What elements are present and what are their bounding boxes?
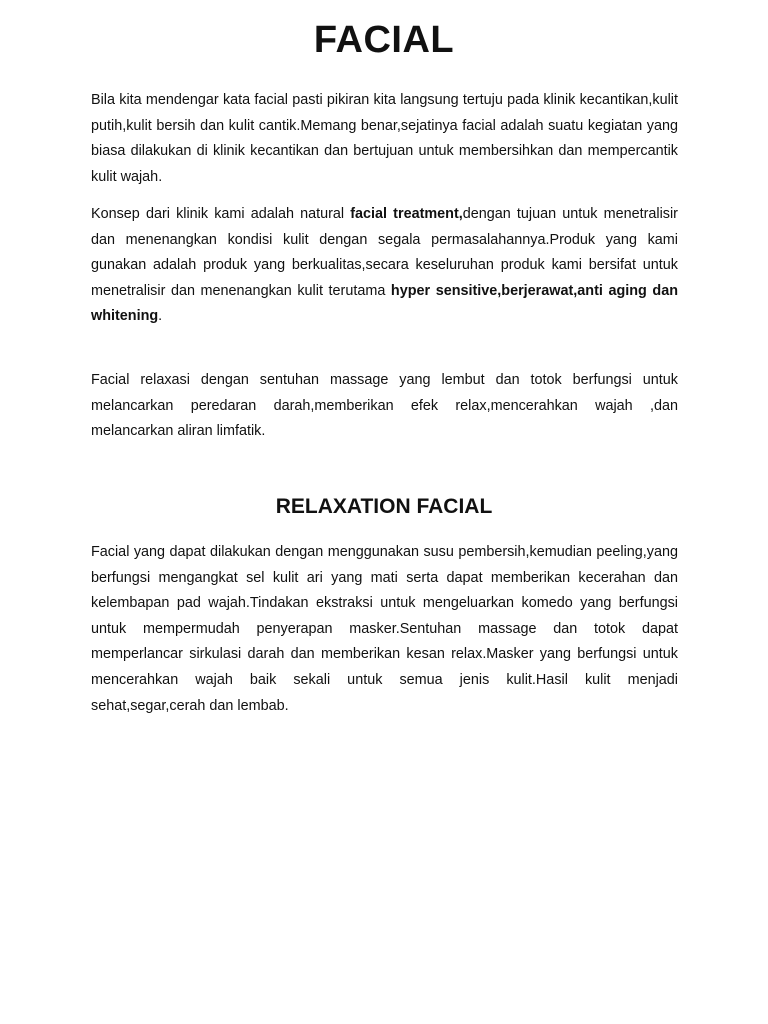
relaxation-paragraph: Facial relaxasi dengan sentuhan massage yang lembut dan totok berfungsi untuk melancarkan peredaran darah,memberikan efek relax,mencerahkan wajah ,dan melancarkan aliran limfatik. bbox=[91, 372, 678, 440]
relaxation-facial-paragraph: Facial yang dapat dilakukan dengan menggunakan susu pembersih,kemudian peeling,yang berfungsi mengangkat sel kulit ari yang mati serta dapat memberikan kecerahan dan kelembapan pad wajah.Tindakan ekstraksi untuk mengeluarkan komedo yang berfungsi untuk mempermudah penyerapan masker.Sentuhan massage dan totok dapat memperlancar sirkulasi darah dan memberikan kesan relax.Masker yang berfungsi untuk mencerahkan wajah baik sekali untuk semua jenis kulit.Hasil kulit menjadi sehat,segar,cerah dan lembab. bbox=[91, 544, 678, 714]
concept-paragraph bbox=[91, 202, 678, 330]
concept-text-1: Konsep dari klinik kami adalah natural bbox=[91, 206, 351, 222]
concept-bold-2: hyper sensitive,berjerawat,anti aging dan whitening bbox=[91, 282, 678, 325]
concept-text-3: . bbox=[158, 308, 163, 325]
section-heading: RELAXATION FACIAL bbox=[275, 495, 493, 518]
page-title: FACIAL bbox=[313, 19, 455, 61]
concept-bold-1: facial treatment, bbox=[350, 206, 463, 222]
intro-paragraph: Bila kita mendengar kata facial pasti pikiran kita langsung tertuju pada klinik kecantikan,kulit putih,kulit bersih dan kulit cantik.Memang benar,sejatinya facial adalah suatu kegiatan yang biasa dilakukan di klinik kecantikan dan bertujuan untuk membersihkan dan mempercantik kulit wajah. bbox=[91, 92, 678, 185]
concept-text-2: dengan tujuan untuk menetralisir dan menenangkan kondisi kulit dengan segala permasalahannya.Produk yang kami gunakan adalah produk yang berkualitas,secara keseluruhan produk kami bersifat untuk menetralisir dan menenangkan kulit terutama bbox=[91, 206, 678, 299]
